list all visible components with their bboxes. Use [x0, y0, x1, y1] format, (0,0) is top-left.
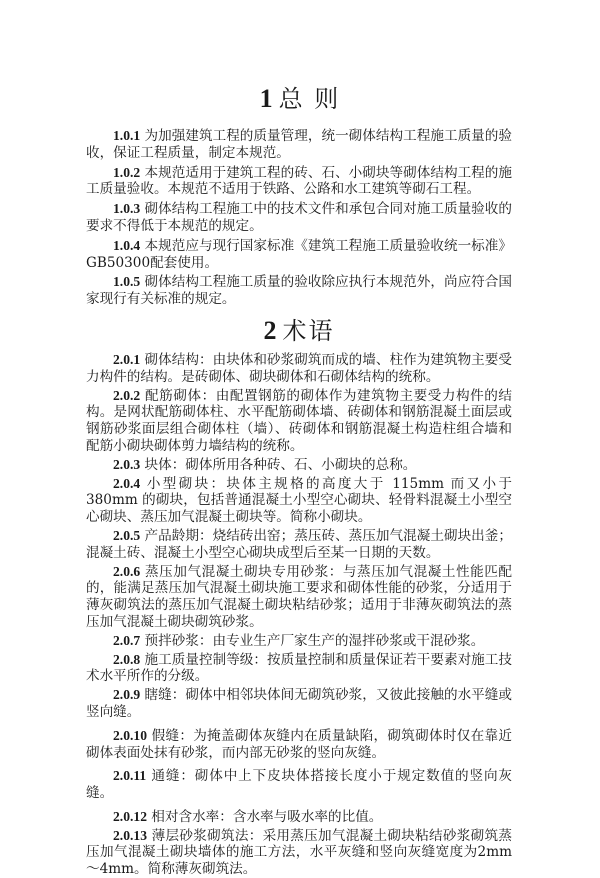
term-2-0-5 [86, 528, 512, 562]
term-text: 小型砌块：块体主规格的高度大于 115mm 而又小于 380mm 的砌块，包括普通混凝土小型空心砌块、轻骨料混凝土小型空心砌块、蒸压加气混凝土砌块等。简称小砌块。 [86, 475, 512, 526]
term-number: 2.0.2 [113, 387, 141, 403]
clause-number: 1.0.4 [113, 237, 141, 253]
term-text: 薄层砂浆砌筑法：采用蒸压加气混凝土砌块粘结砂浆砌筑蒸压加气混凝土砌块墙体的施工方法，水平灰缝和竖向灰缝宽度为2mm～4mm。简称薄灰砌筑法。 [86, 827, 512, 878]
chapter-2-heading [86, 316, 512, 346]
term-number: 2.0.7 [113, 632, 141, 648]
term-text: 瞎缝：砌体中相邻块体间无砌筑砂浆，又彼此接触的水平缝或竖向缝。 [86, 687, 512, 720]
term-2-0-2 [86, 388, 512, 455]
term-2-0-11 [86, 768, 512, 802]
term-number: 2.0.10 [113, 727, 147, 743]
term-number: 2.0.1 [113, 351, 141, 367]
chapter-1-body [86, 128, 512, 308]
term-number: 2.0.8 [113, 651, 141, 667]
term-number: 2.0.12 [113, 808, 147, 824]
term-2-0-13 [86, 828, 512, 878]
term-text: 通缝：砌体中上下皮块体搭接长度小于规定数值的竖向灰缝。 [86, 768, 512, 802]
clause-1-0-1 [86, 128, 512, 162]
clause-text: 为加强建筑工程的质量管理，统一砌体结构工程施工质量的验收，保证工程质量，制定本规范。 [86, 128, 512, 161]
term-number: 2.0.4 [113, 475, 141, 491]
clause-1-0-4 [86, 238, 512, 272]
chapter-2-title: 术语 [282, 316, 335, 345]
term-2-0-6 [86, 564, 512, 631]
term-number: 2.0.9 [113, 687, 141, 703]
term-number: 2.0.13 [113, 827, 147, 843]
chapter-2-body [86, 352, 512, 878]
term-2-0-10 [86, 728, 512, 762]
term-text: 块体：砌体所用各种砖、石、小砌块的总称。 [140, 456, 417, 473]
clause-text: 砌体结构工程施工质量的验收除应执行本规范外，尚应符合国家现行有关标准的规定。 [86, 274, 512, 308]
term-text: 砌体结构：由块体和砂浆砌筑而成的墙、柱作为建筑物主要受力构件的结构。是砖砌体、砌块砌体和石砌体结构的统称。 [86, 351, 512, 385]
chapter-2-number: 2 [263, 315, 279, 345]
term-text: 配筋砌体：由配置钢筋的砌体作为建筑物主要受力构件的结构。是网状配筋砌体柱、水平配筋砌体墙、砖砌体和钢筋混凝土面层或钢筋砂浆面层组合砌体柱（墙）、砖砌体和钢筋混凝土构造柱组合墙和配筋小砌块砌体剪力墙结构的统称。 [86, 387, 512, 454]
chapter-1-number: 1 [259, 84, 275, 113]
term-text: 产品龄期：烧结砖出窑；蒸压砖、蒸压加气混凝土砌块出釜；混凝土砖、混凝土小型空心砌块成型后至某一日期的天数。 [86, 527, 512, 561]
clause-number: 1.0.3 [113, 201, 141, 217]
term-2-0-4 [86, 476, 512, 526]
chapter-1-title: 总 则 [278, 85, 341, 113]
term-number: 2.0.6 [113, 563, 141, 579]
term-number: 2.0.11 [113, 768, 147, 784]
clause-text: 砌体结构工程施工中的技术文件和承包合同对施工质量验收的要求不得低于本规范的规定。 [86, 201, 512, 234]
term-text: 蒸压加气混凝土砌块专用砂浆：与蒸压加气混凝土性能匹配的，能满足蒸压加气混凝土砌块施工要求和砌体性能的砂浆，分适用于薄灰砌筑法的蒸压加气混凝土砌块粘结砂浆；适用于非薄灰砌筑法的蒸压加气混凝土砌块砌筑砂浆。 [86, 563, 512, 630]
chapter-1-heading [86, 0, 512, 114]
term-2-0-12 [86, 809, 512, 826]
clause-1-0-3 [86, 201, 512, 235]
term-2-0-1 [86, 352, 512, 386]
clause-1-0-5 [86, 274, 512, 308]
term-text: 假缝：为掩盖砌体灰缝内在质量缺陷，砌筑砌体时仅在靠近砌体表面处抹有砂浆，而内部无砂浆的竖向灰缝。 [86, 727, 512, 761]
clause-number: 1.0.2 [113, 164, 141, 180]
clause-number: 1.0.1 [113, 128, 141, 143]
term-number: 2.0.3 [113, 456, 141, 472]
term-2-0-3 [86, 457, 512, 474]
clause-text: 本规范适用于建筑工程的砖、石、小砌块等砌体结构工程的施工质量验收。本规范不适用于铁路、公路和水工建筑等砌石工程。 [86, 164, 512, 198]
term-2-0-9 [86, 687, 512, 721]
term-number: 2.0.5 [113, 527, 141, 543]
clause-number: 1.0.5 [113, 274, 141, 290]
clause-text: 本规范应与现行国家标准《建筑工程施工质量验收统一标准》GB50300配套使用。 [86, 237, 512, 271]
term-2-0-8 [86, 652, 512, 686]
term-text: 预拌砂浆：由专业生产厂家生产的湿拌砂浆或干混砂浆。 [140, 632, 485, 649]
term-text: 相对含水率：含水率与吸水率的比值。 [146, 808, 383, 825]
term-2-0-7 [86, 633, 512, 650]
term-text: 施工质量控制等级：按质量控制和质量保证若干要素对施工技术水平所作的分级。 [86, 651, 512, 685]
clause-1-0-2 [86, 165, 512, 199]
